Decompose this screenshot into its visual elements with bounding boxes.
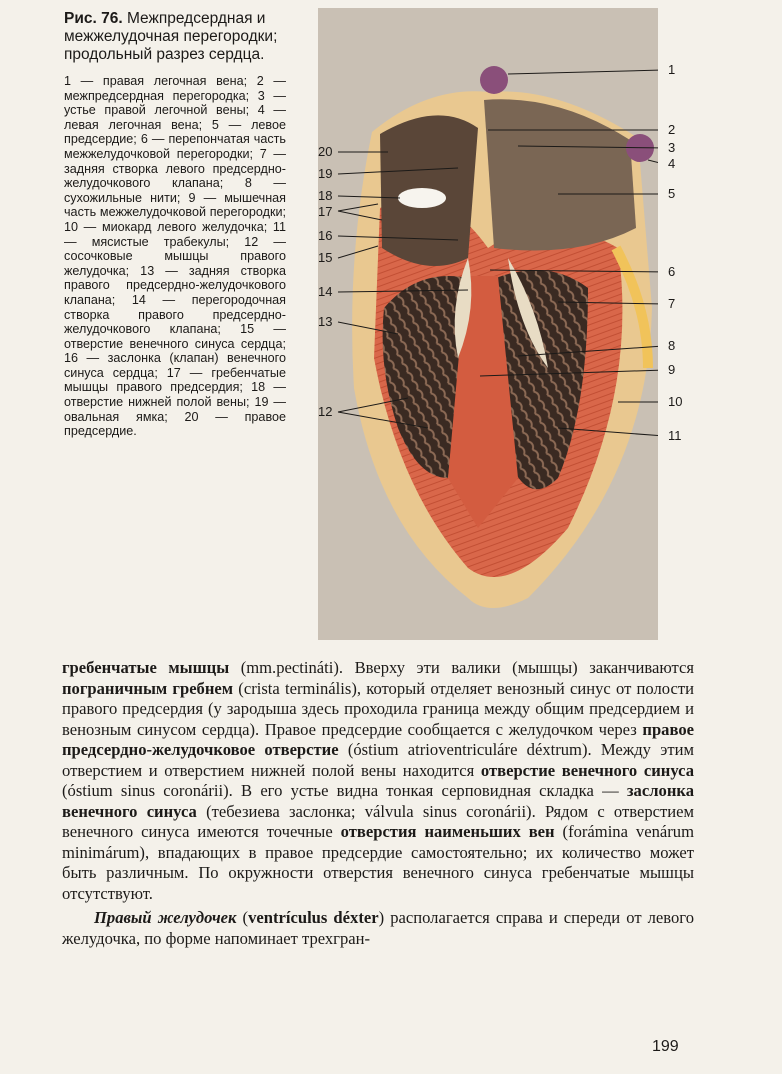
figure-caption — [64, 10, 286, 439]
heart-drawing — [318, 8, 658, 640]
right-pulmonary-vein — [480, 66, 508, 94]
label-left-3: 17 — [318, 204, 333, 219]
text-span: (óstium atrioventriculáre déxtrum). Между этим отверстием и отверстием нижней полой вены находится — [62, 740, 694, 780]
page-number: 199 — [652, 1038, 679, 1055]
caption-title-text: Межпредсердная и межжелудочная перегородки; продольный разрез сердца. — [64, 10, 278, 63]
ivc-opening — [398, 188, 446, 208]
label-right-2: 3 — [668, 140, 676, 155]
label-right-9: 10 — [668, 394, 683, 409]
body-text — [62, 658, 694, 949]
text-span: (crista terminális), который отделяет венозный синус от полости правого предсердия (у зародыша здесь проходила граница между общим предсердием и венозным синусом сердца). Правое предсердие сообщается с желудочком через — [62, 678, 694, 739]
text-span: (forámina venárum minimárum), впадающих в правое предсердие самостоятельно; их количество может быть различным. По окружности отверстия венечного синуса гребенчатые мышцы отсутствуют. — [62, 822, 694, 903]
paragraph-2 — [62, 908, 694, 949]
text-span: (mm.pectináti). Вверху эти валики (мышцы) заканчиваются — [229, 658, 695, 677]
right-label-column — [668, 50, 708, 490]
label-right-0: 1 — [668, 62, 676, 77]
term-right-av-orifice: правое предсердно-желудочковое отверстие — [62, 719, 694, 759]
label-right-8: 9 — [668, 362, 676, 377]
caption-legend: 1 — правая легочная вена; 2 — межпредсердная перегородка; 3 — устье правой легочной вены; 4 — левая легочная вена; 5 — левое предсердие; 6 — перепончатая часть межжелудочковой перегородки; 7 — задняя створка левого предсердно-желудочкового клапана; 8 — сухожильные нити; 9 — мышечная часть межжелудочковой перегородки; 10 — миокард левого желудочка; 11 — мясистые трабекулы; 12 — сосочковые мышцы правого желудочка; 13 — задняя створка правого предсердно-желудочкового клапана; 14 — перегородочная створка правого предсердно-желудочкового клапана; 15 — отверстие венечного синуса сердца; 16 — заслонка (клапан) венечного синуса сердца; 17 — гребенчатые мышцы правого предсердия; 18 — отверстие нижней полой вены; 19 — овальная ямка; 20 — правое предсердие. — [64, 74, 286, 439]
paragraph-1 — [62, 658, 694, 904]
term-ventriculus-dexter: ventrículus déxter — [248, 908, 379, 927]
label-left-1: 19 — [318, 166, 333, 181]
label-left-0: 20 — [318, 144, 333, 159]
label-left-7: 13 — [318, 314, 333, 329]
label-left-4: 16 — [318, 228, 333, 243]
caption-title — [64, 10, 286, 64]
label-right-10: 11 — [668, 428, 682, 443]
label-right-4: 5 — [668, 186, 676, 201]
label-left-8: 12 — [318, 404, 333, 419]
heart-illustration — [318, 8, 658, 640]
text-span: ) располагается справа и спереди от левого желудочка, по форме напоминает трехгран- — [62, 908, 694, 948]
term-right-ventricle: Правый желудочек — [94, 908, 237, 927]
label-left-2: 18 — [318, 188, 333, 203]
label-left-5: 15 — [318, 250, 333, 265]
term-pectinate-muscles: гребенчатые мышцы — [62, 658, 230, 677]
text-span: (тебезиева заслонка; válvula sinus coronárii). Рядом с отверстием венечного синуса имеются точечные — [62, 801, 694, 841]
label-right-5: 6 — [668, 264, 676, 279]
caption-label: Рис. 76. — [64, 10, 123, 27]
label-left-6: 14 — [318, 284, 333, 299]
label-right-3: 4 — [668, 156, 676, 171]
term-coronary-sinus-orifice: отверстие венечного синуса — [480, 760, 694, 780]
text-span: ( — [236, 908, 249, 927]
term-coronary-sinus-valve: заслонка венечного синуса — [62, 781, 694, 821]
label-right-6: 7 — [668, 296, 676, 311]
label-right-1: 2 — [668, 122, 676, 137]
term-smallest-veins: отверстия наименьших вен — [340, 822, 555, 841]
text-span: (óstium sinus coronárii). В его устье видна тонкая серповидная складка — — [62, 781, 627, 800]
label-right-7: 8 — [668, 338, 676, 353]
term-crista-terminalis: пограничным гребнем — [62, 678, 234, 698]
